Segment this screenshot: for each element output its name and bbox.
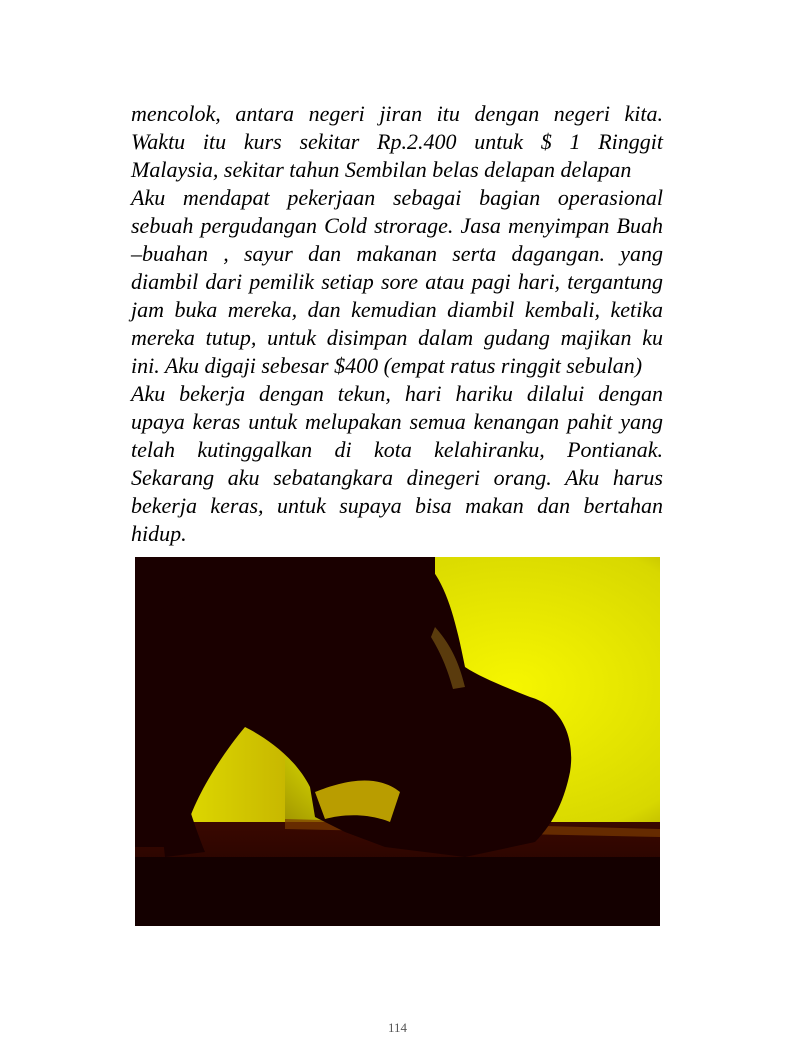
text-line: Aku mendapat pekerjaan sebagai bagian operasional — [131, 185, 663, 210]
text-line: jam buka mereka, dan kemudian diambil kembali, ketika — [131, 297, 663, 322]
page-number: 114 — [387, 1020, 408, 1035]
text-line: ini. Aku digaji sebesar $400 (empat ratus ringgit sebulan) — [131, 353, 643, 378]
text-line: mereka tutup, untuk disimpan dalam gudang majikan ku — [131, 325, 663, 350]
text-line: Sekarang aku sebatangkara dinegeri orang. Aku harus — [131, 465, 663, 490]
text-line: hidup. — [131, 521, 187, 546]
text-line: Malaysia, sekitar tahun Sembilan belas delapan delapan — [131, 157, 632, 182]
text-line: Waktu itu kurs sekitar Rp.2.400 untuk $ 1 Ringgit — [131, 129, 663, 154]
text-line: diambil dari pemilik setiap sore atau pagi hari, tergantung — [131, 269, 663, 294]
prayer-silhouette-photo — [135, 557, 660, 926]
text-line: mencolok, antara negeri jiran itu dengan negeri kita. — [131, 101, 663, 126]
text-line: –buahan , sayur dan makanan serta dagangan. yang — [131, 241, 663, 266]
text-line: sebuah pergudangan Cold strorage. Jasa menyimpan Buah — [131, 213, 663, 238]
text-line: Aku bekerja dengan tekun, hari hariku dilalui dengan — [131, 381, 663, 406]
text-line: bekerja keras, untuk supaya bisa makan dan bertahan — [131, 493, 663, 518]
text-line: upaya keras untuk melupakan semua kenangan pahit yang — [131, 409, 663, 434]
body-text — [131, 100, 663, 548]
text-line: telah kutinggalkan di kota kelahiranku, Pontianak. — [131, 437, 663, 462]
